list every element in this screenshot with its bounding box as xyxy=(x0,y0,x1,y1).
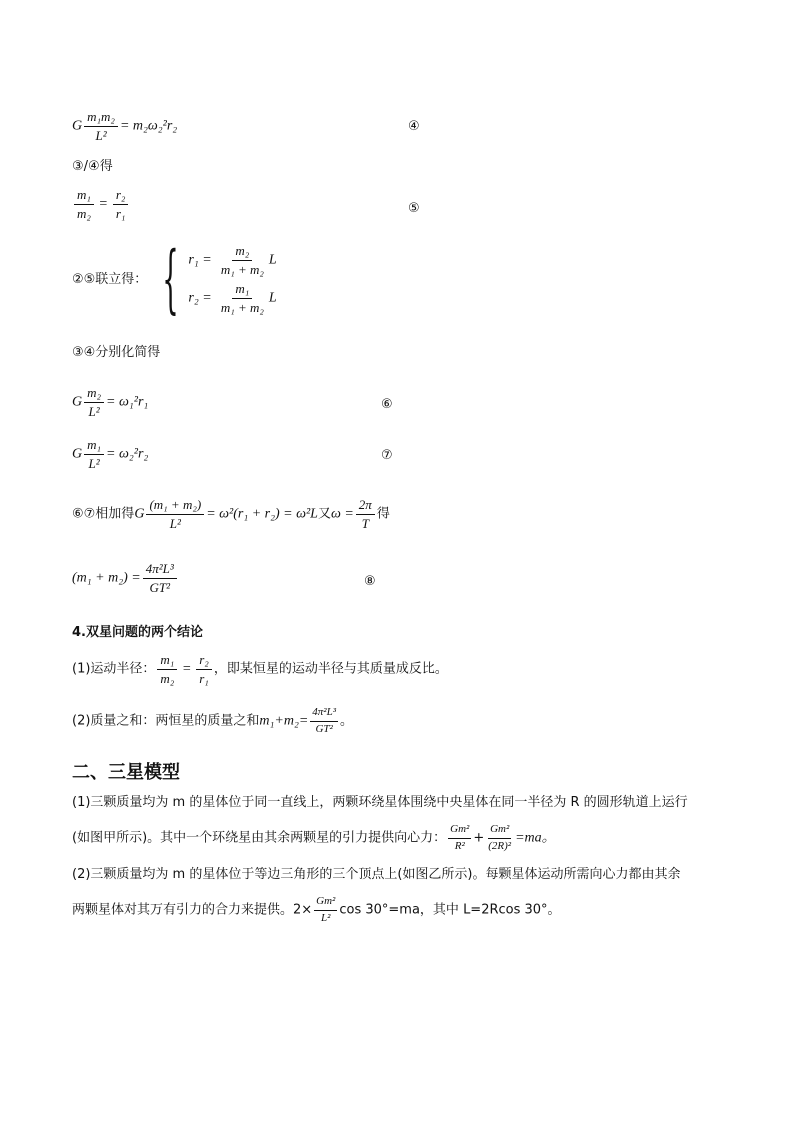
equation-7 xyxy=(72,438,148,470)
equation-6 xyxy=(72,386,148,418)
eq5-frac-2 xyxy=(113,188,129,220)
p1-f2den: (2R)² xyxy=(488,839,512,852)
eq5-num1: m₁ xyxy=(74,188,94,205)
p2-fden: L² xyxy=(321,911,331,924)
eq67-g: G xyxy=(134,506,145,522)
eq6-g: G xyxy=(72,394,83,410)
eq7-marker: ⑦ xyxy=(381,448,393,463)
eq6-marker: ⑥ xyxy=(381,397,393,412)
c2-num: 4π²L³ xyxy=(310,707,338,722)
eq67-prefix: ⑥⑦相加得 xyxy=(72,506,135,522)
step-3-4-simplify: ③④分别化简得 xyxy=(72,345,161,360)
c2-expr: m₁+m₂= xyxy=(259,713,309,729)
eq67-again: 又 xyxy=(317,506,331,522)
p2-line2b: cos 30°=ma，其中 L=2Rcos 30°。 xyxy=(339,902,561,918)
eq8-den: GT² xyxy=(149,579,170,595)
eq67-den: L² xyxy=(169,515,181,531)
eq6-num: m₂ xyxy=(84,386,104,403)
r1-den: m₁ + m₂ xyxy=(220,261,264,277)
conclusion-2 xyxy=(72,707,353,735)
eq5-frac-1 xyxy=(74,188,94,220)
r1-L: L xyxy=(268,252,277,268)
brace: { r₁ = $\frac{\text{m₂}}{\text{m₁ + m₂}}$ L r₂ = $\frac{\text{m₁}}{\text{m₁ + m₂}}$ L xyxy=(162,235,277,322)
eq5-marker: ⑤ xyxy=(408,201,420,216)
conclusion-1: (1)运动半径： $\frac{\text{m₁}}{\text{m₂}}$ = $\frac{\text{r₂}}{\text{r₁}}$ ，即某恒星的运动半径与其质量成反比。 xyxy=(72,652,448,686)
c1-den1: m₂ xyxy=(160,670,175,686)
eq7-rhs: = ω₂²r₂ xyxy=(106,446,149,462)
eq5-num2: r₂ xyxy=(113,188,129,205)
eq8-marker: ⑧ xyxy=(364,574,376,589)
eq6-rhs: = ω₁²r₁ xyxy=(106,394,149,410)
p1-plus: + xyxy=(473,830,485,846)
c2-label: (2)质量之和：两恒星的质量之和 xyxy=(72,713,260,729)
step-2-5: ②⑤联立得： xyxy=(72,271,148,287)
p1-line2a: (如图甲所示)。其中一个环绕星由其余两颗星的引力提供向心力： xyxy=(72,830,447,846)
eq67-omega: ω = xyxy=(330,506,354,522)
eq7-den: L² xyxy=(88,455,100,471)
equation-sum xyxy=(72,498,390,530)
eq4-den: L² xyxy=(95,127,107,143)
eq4-g: G xyxy=(72,118,83,134)
r1-lhs: r₁ = xyxy=(188,252,212,268)
r2-L: L xyxy=(268,290,277,306)
eq67-oden: T xyxy=(361,515,369,531)
c1-label: (1)运动半径： xyxy=(72,661,156,677)
equation-8 xyxy=(72,562,179,594)
section-three-star: 二、三星模型 xyxy=(72,762,180,783)
eq8-num: 4π²L³ xyxy=(143,562,177,579)
p2-line2a: 两颗星体对其万有引力的合力来提供。2× xyxy=(72,902,313,918)
para-2-line-2 xyxy=(72,896,732,924)
step-3-4: ③/④得 xyxy=(72,159,113,174)
c2-den: GT² xyxy=(315,722,333,735)
c2-end: 。 xyxy=(340,713,354,729)
eq67-num: (m₁ + m₂) xyxy=(146,498,204,515)
eq6-den: L² xyxy=(88,403,100,419)
p2-fnum: Gm² xyxy=(314,896,337,911)
p1-eq: =ma。 xyxy=(515,830,556,846)
p1-f1num: Gm² xyxy=(448,824,471,839)
eq4-marker: ④ xyxy=(408,119,420,134)
c1-num2: r₂ xyxy=(196,653,212,670)
eq4-rhs: = m₂ω₂²r₂ xyxy=(119,118,178,134)
eq7-num: m₁ xyxy=(84,438,104,455)
eq67-onum: 2π xyxy=(356,498,375,515)
sys-r2 xyxy=(188,282,276,314)
eq67-suffix: 得 xyxy=(376,506,390,522)
eq5-den2: r₁ xyxy=(115,205,126,221)
r2-lhs: r₂ = xyxy=(188,290,212,306)
r2-num: m₁ xyxy=(232,282,252,299)
eq5-den1: m₂ xyxy=(77,205,91,221)
c1-num1: m₁ xyxy=(157,653,177,670)
c1-text: ，即某恒星的运动半径与其质量成反比。 xyxy=(213,661,448,677)
eq7-g: G xyxy=(72,446,83,462)
para-1-line-2 xyxy=(72,824,732,852)
para-2-line-1: (2)三颗质量均为 m 的星体位于等边三角形的三个顶点上(如图乙所示)。每颗星体运动所需向心力都由其余 xyxy=(72,867,681,882)
eq4-num: m₁m₂ xyxy=(84,110,118,127)
eq4-fraction xyxy=(84,110,118,142)
system-equation xyxy=(72,235,277,322)
heading-conclusions: 4.双星问题的两个结论 xyxy=(72,625,203,640)
p1-f1den: R² xyxy=(454,839,465,852)
p1-f2num: Gm² xyxy=(488,824,511,839)
r1-num: m₂ xyxy=(232,244,252,261)
equation-5: $\frac{\text{m₁}}{\text{m₂}}$ = $\frac{\text{r₂}}{\text{r₁}}$ xyxy=(72,188,130,220)
eq67-mid: = ω²(r₁ + r₂) = ω²L xyxy=(206,506,318,522)
para-1-line-1: (1)三颗质量均为 m 的星体位于同一直线上，两颗环绕星体围绕中央星体在同一半径为 R 的圆形轨道上运行 xyxy=(72,795,688,810)
equation-4 xyxy=(72,110,177,142)
r2-den: m₁ + m₂ xyxy=(220,299,264,315)
sys-r1 xyxy=(188,244,276,276)
c1-den2: r₁ xyxy=(199,670,209,686)
eq8-lhs: (m₁ + m₂) = xyxy=(72,570,141,586)
